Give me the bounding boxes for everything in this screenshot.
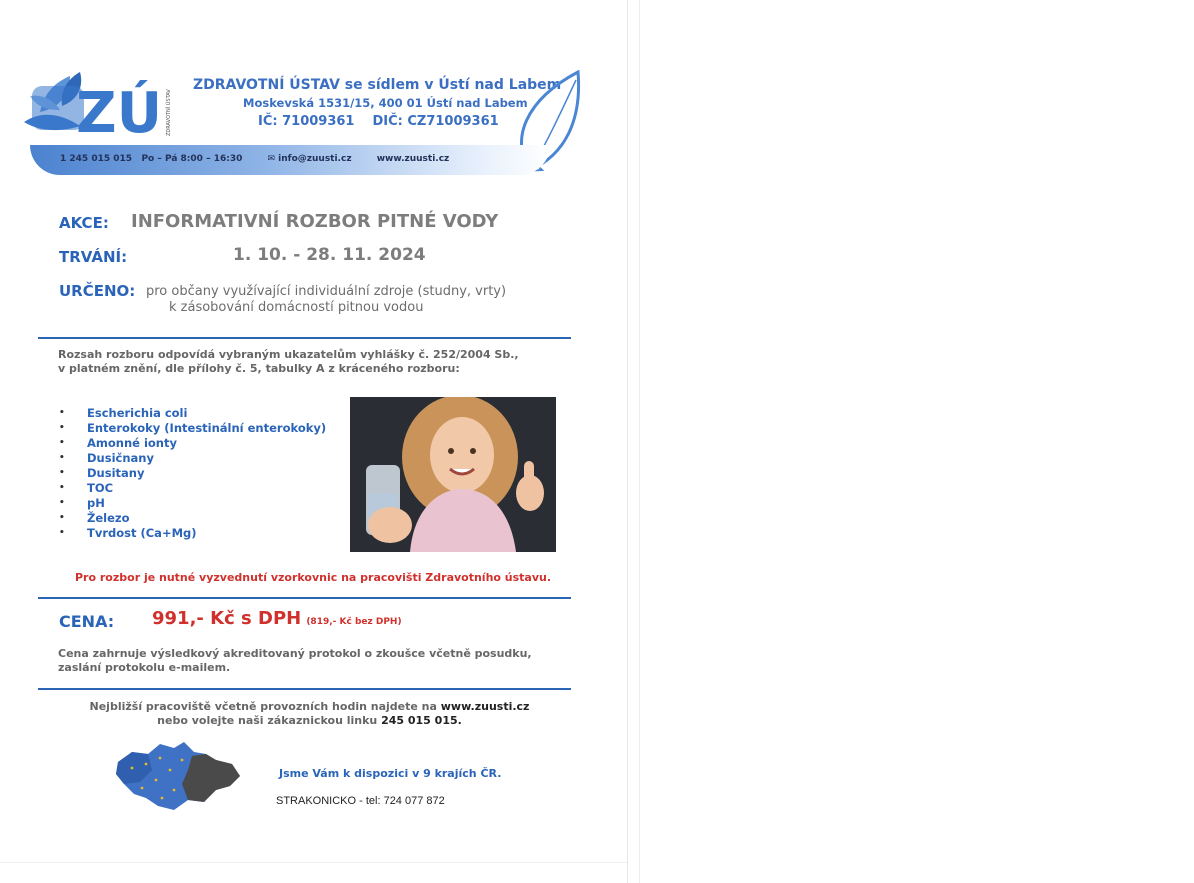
institute-ids <box>258 114 499 129</box>
institute-address: Moskevská 1531/15, 400 01 Ústí nad Labem <box>243 96 528 110</box>
parameter-list <box>59 406 326 541</box>
price-block <box>152 608 402 629</box>
akce-title: INFORMATIVNÍ ROZBOR PITNÉ VODY <box>131 211 499 232</box>
page-fold-line <box>627 0 628 883</box>
separator-line <box>38 337 571 339</box>
price-desc-line1: Cena zahrnuje výsledkový akreditovaný protokol o zkoušce včetně posudku, <box>58 647 532 660</box>
list-item: • pH <box>59 496 326 511</box>
rozsah-line2: v platném znění, dle přílohy č. 5, tabulky A z kráceného rozboru: <box>58 362 460 375</box>
header-web[interactable]: www.zuusti.cz <box>376 154 450 164</box>
list-item: • Dusitany <box>59 466 326 481</box>
girl-with-water-photo <box>350 397 556 552</box>
regions-text: Jsme Vám k dispozici v 9 krajích ČR. <box>279 767 502 780</box>
contact-web-link[interactable]: www.zuusti.cz <box>440 700 530 713</box>
list-item: • Dusičnany <box>59 451 326 466</box>
header-email[interactable]: ✉ info@zuusti.cz <box>267 154 352 164</box>
list-item: • TOC <box>59 481 326 496</box>
contact-line1: Nejbližší pracoviště včetně provozních hodin najdete na <box>89 700 441 713</box>
akce-label: AKCE: <box>59 214 109 232</box>
zu-logo <box>22 70 182 140</box>
rozsah-line1: Rozsah rozboru odpovídá vybraným ukazatelům vyhlášky č. 252/2004 Sb., <box>58 348 519 361</box>
price-without-vat: (819,- Kč bez DPH) <box>306 617 402 627</box>
cena-label: CENA: <box>59 612 115 631</box>
separator-line <box>38 597 571 599</box>
list-item: • Enterokoky (Intestinální enterokoky) <box>59 421 326 436</box>
header-phone[interactable]: 1 245 015 015 <box>60 154 133 164</box>
list-item: • Železo <box>59 511 326 526</box>
urceno-label: URČENO: <box>59 282 136 300</box>
header-hours: Po – Pá 8:00 – 16:30 <box>141 154 243 164</box>
contact-phone[interactable]: 245 015 015 <box>381 714 458 727</box>
contact-line2: nebo volejte naši zákaznickou linku <box>157 714 382 727</box>
price-with-vat: 991,- Kč s DPH <box>152 608 302 629</box>
contact-paragraph <box>38 700 581 728</box>
trvani-label: TRVÁNÍ: <box>59 248 128 266</box>
leaf-logo-icon <box>24 72 84 130</box>
czech-map-icon <box>112 740 242 812</box>
list-item: • Escherichia coli <box>59 406 326 421</box>
list-item: • Amonné ionty <box>59 436 326 451</box>
page-bottom-edge <box>0 862 627 863</box>
trvani-dates: 1. 10. - 28. 11. 2024 <box>233 245 426 265</box>
price-desc-line2: zaslání protokolu e-mailem. <box>58 661 231 674</box>
page-edge-line <box>639 0 640 883</box>
sample-notice: Pro rozbor je nutné vyzvednutí vzorkovnic na pracovišti Zdravotního ústavu. <box>75 571 552 584</box>
ic-number: IČ: 71009361 <box>258 114 355 129</box>
dic-number: DIČ: CZ71009361 <box>372 114 499 129</box>
list-item: • Tvrdost (Ca+Mg) <box>59 526 326 541</box>
urceno-line2: k zásobování domácností pitnou vodou <box>169 300 424 315</box>
logo-letters: ZÚ <box>76 81 163 140</box>
urceno-line1: pro občany využívající individuální zdroje (studny, vrty) <box>146 284 507 299</box>
contact-bar-text <box>60 154 449 164</box>
branch-contact: STRAKONICKO - tel: 724 077 872 <box>276 795 445 807</box>
rozsah-paragraph <box>58 348 519 376</box>
price-description <box>58 647 532 675</box>
institute-name: ZDRAVOTNÍ ÚSTAV se sídlem v Ústí nad Labem <box>193 77 562 93</box>
separator-line <box>38 688 571 690</box>
contact-period: . <box>457 714 462 727</box>
logo-side-text: ZDRAVOTNÍ ÚSTAV <box>166 89 172 136</box>
